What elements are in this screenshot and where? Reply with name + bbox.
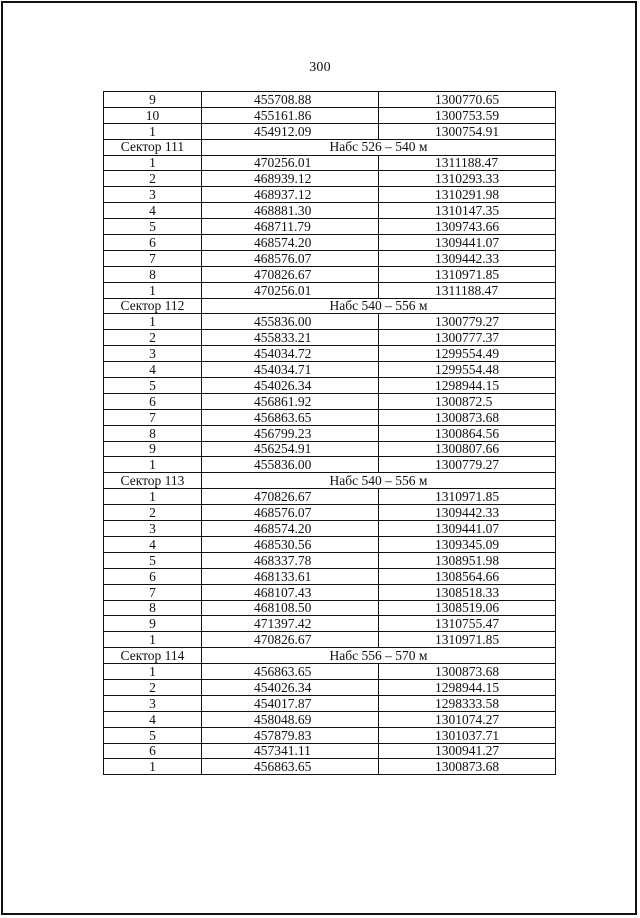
- y-coordinate: 1309442.33: [379, 250, 556, 266]
- table-row: [104, 362, 556, 378]
- y-coordinate: 1300777.37: [379, 330, 556, 346]
- x-coordinate: 468530.56: [202, 536, 379, 552]
- point-number: 8: [104, 266, 202, 282]
- x-coordinate: 455836.00: [202, 457, 379, 473]
- sector-header-row: [104, 298, 556, 314]
- point-number: 9: [104, 92, 202, 108]
- point-number: 2: [104, 171, 202, 187]
- point-number: 2: [104, 330, 202, 346]
- sector-height-range: Набс 556 – 570 м: [202, 648, 556, 664]
- y-coordinate: 1298944.15: [379, 679, 556, 695]
- x-coordinate: 470256.01: [202, 155, 379, 171]
- table-row: [104, 743, 556, 759]
- table-row: [104, 568, 556, 584]
- table-row: [104, 600, 556, 616]
- point-number: 6: [104, 568, 202, 584]
- x-coordinate: 468576.07: [202, 505, 379, 521]
- x-coordinate: 468133.61: [202, 568, 379, 584]
- table-row: [104, 123, 556, 139]
- sector-header-row: [104, 648, 556, 664]
- table-row: [104, 282, 556, 298]
- y-coordinate: 1299554.49: [379, 346, 556, 362]
- x-coordinate: 470256.01: [202, 282, 379, 298]
- point-number: 1: [104, 664, 202, 680]
- point-number: 9: [104, 616, 202, 632]
- y-coordinate: 1311188.47: [379, 282, 556, 298]
- y-coordinate: 1300873.68: [379, 409, 556, 425]
- x-coordinate: 456254.91: [202, 441, 379, 457]
- table-row: [104, 235, 556, 251]
- table-row: [104, 92, 556, 108]
- y-coordinate: 1310755.47: [379, 616, 556, 632]
- x-coordinate: 468937.12: [202, 187, 379, 203]
- x-coordinate: 468108.50: [202, 600, 379, 616]
- table-row: [104, 521, 556, 537]
- y-coordinate: 1300872.5: [379, 393, 556, 409]
- x-coordinate: 470826.67: [202, 489, 379, 505]
- y-coordinate: 1300753.59: [379, 107, 556, 123]
- point-number: 1: [104, 155, 202, 171]
- x-coordinate: 468881.30: [202, 203, 379, 219]
- table-row: [104, 107, 556, 123]
- y-coordinate: 1310971.85: [379, 489, 556, 505]
- table-row: [104, 203, 556, 219]
- sector-height-range: Набс 540 – 556 м: [202, 298, 556, 314]
- table-row: [104, 330, 556, 346]
- x-coordinate: 457879.83: [202, 727, 379, 743]
- sector-header-row: [104, 473, 556, 489]
- y-coordinate: 1308518.33: [379, 584, 556, 600]
- point-number: 4: [104, 536, 202, 552]
- table-row: [104, 155, 556, 171]
- page-number: 300: [309, 60, 331, 75]
- table-row: [104, 457, 556, 473]
- table-row: [104, 187, 556, 203]
- y-coordinate: 1309345.09: [379, 536, 556, 552]
- y-coordinate: 1310971.85: [379, 266, 556, 282]
- point-number: 3: [104, 346, 202, 362]
- coordinates-table: [103, 91, 556, 775]
- table-row: [104, 695, 556, 711]
- x-coordinate: 455836.00: [202, 314, 379, 330]
- y-coordinate: 1300754.91: [379, 123, 556, 139]
- table-row: [104, 536, 556, 552]
- point-number: 5: [104, 552, 202, 568]
- y-coordinate: 1300779.27: [379, 314, 556, 330]
- y-coordinate: 1300779.27: [379, 457, 556, 473]
- point-number: 4: [104, 362, 202, 378]
- table-row: [104, 505, 556, 521]
- x-coordinate: 470826.67: [202, 266, 379, 282]
- table-row: [104, 489, 556, 505]
- x-coordinate: 454017.87: [202, 695, 379, 711]
- table-row: [104, 759, 556, 775]
- table-row: [104, 584, 556, 600]
- y-coordinate: 1310147.35: [379, 203, 556, 219]
- y-coordinate: 1309743.66: [379, 219, 556, 235]
- point-number: 1: [104, 759, 202, 775]
- table-row: [104, 425, 556, 441]
- y-coordinate: 1299554.48: [379, 362, 556, 378]
- y-coordinate: 1309441.07: [379, 521, 556, 537]
- y-coordinate: 1311188.47: [379, 155, 556, 171]
- x-coordinate: 470826.67: [202, 632, 379, 648]
- x-coordinate: 456799.23: [202, 425, 379, 441]
- point-number: 9: [104, 441, 202, 457]
- x-coordinate: 454026.34: [202, 679, 379, 695]
- x-coordinate: 456861.92: [202, 393, 379, 409]
- sector-name: Сектор 114: [104, 648, 202, 664]
- y-coordinate: 1298333.58: [379, 695, 556, 711]
- table-row: [104, 632, 556, 648]
- table-row: [104, 346, 556, 362]
- x-coordinate: 468107.43: [202, 584, 379, 600]
- y-coordinate: 1308951.98: [379, 552, 556, 568]
- table-row: [104, 727, 556, 743]
- y-coordinate: 1300807.66: [379, 441, 556, 457]
- point-number: 7: [104, 250, 202, 266]
- sector-name: Сектор 113: [104, 473, 202, 489]
- y-coordinate: 1300873.68: [379, 664, 556, 680]
- x-coordinate: 468574.20: [202, 521, 379, 537]
- point-number: 6: [104, 743, 202, 759]
- point-number: 2: [104, 505, 202, 521]
- x-coordinate: 468711.79: [202, 219, 379, 235]
- y-coordinate: 1308519.06: [379, 600, 556, 616]
- x-coordinate: 455833.21: [202, 330, 379, 346]
- point-number: 1: [104, 314, 202, 330]
- x-coordinate: 454026.34: [202, 378, 379, 394]
- point-number: 2: [104, 679, 202, 695]
- x-coordinate: 471397.42: [202, 616, 379, 632]
- x-coordinate: 468576.07: [202, 250, 379, 266]
- x-coordinate: 468337.78: [202, 552, 379, 568]
- sector-name: Сектор 112: [104, 298, 202, 314]
- x-coordinate: 455161.86: [202, 107, 379, 123]
- table-row: [104, 393, 556, 409]
- x-coordinate: 457341.11: [202, 743, 379, 759]
- y-coordinate: 1310293.33: [379, 171, 556, 187]
- y-coordinate: 1300770.65: [379, 92, 556, 108]
- table-row: [104, 219, 556, 235]
- table-row: [104, 171, 556, 187]
- table-row: [104, 552, 556, 568]
- table-row: [104, 266, 556, 282]
- y-coordinate: 1309441.07: [379, 235, 556, 251]
- x-coordinate: 454034.71: [202, 362, 379, 378]
- point-number: 8: [104, 425, 202, 441]
- x-coordinate: 454912.09: [202, 123, 379, 139]
- table-row: [104, 250, 556, 266]
- table-row: [104, 409, 556, 425]
- point-number: 3: [104, 187, 202, 203]
- coordinates-table-body: [104, 92, 556, 775]
- y-coordinate: 1310971.85: [379, 632, 556, 648]
- sector-header-row: [104, 139, 556, 155]
- point-number: 1: [104, 489, 202, 505]
- table-row: [104, 441, 556, 457]
- point-number: 1: [104, 457, 202, 473]
- y-coordinate: 1301037.71: [379, 727, 556, 743]
- point-number: 7: [104, 409, 202, 425]
- point-number: 3: [104, 521, 202, 537]
- table-row: [104, 679, 556, 695]
- x-coordinate: 468574.20: [202, 235, 379, 251]
- point-number: 5: [104, 727, 202, 743]
- y-coordinate: 1308564.66: [379, 568, 556, 584]
- table-row: [104, 616, 556, 632]
- y-coordinate: 1300873.68: [379, 759, 556, 775]
- y-coordinate: 1300941.27: [379, 743, 556, 759]
- y-coordinate: 1301074.27: [379, 711, 556, 727]
- point-number: 7: [104, 584, 202, 600]
- point-number: 4: [104, 203, 202, 219]
- y-coordinate: 1310291.98: [379, 187, 556, 203]
- point-number: 1: [104, 632, 202, 648]
- x-coordinate: 454034.72: [202, 346, 379, 362]
- x-coordinate: 456863.65: [202, 409, 379, 425]
- sector-height-range: Набс 540 – 556 м: [202, 473, 556, 489]
- point-number: 10: [104, 107, 202, 123]
- point-number: 5: [104, 219, 202, 235]
- point-number: 1: [104, 123, 202, 139]
- sector-height-range: Набс 526 – 540 м: [202, 139, 556, 155]
- y-coordinate: 1300864.56: [379, 425, 556, 441]
- point-number: 8: [104, 600, 202, 616]
- table-row: [104, 711, 556, 727]
- table-row: [104, 378, 556, 394]
- x-coordinate: 456863.65: [202, 664, 379, 680]
- point-number: 6: [104, 393, 202, 409]
- y-coordinate: 1298944.15: [379, 378, 556, 394]
- x-coordinate: 455708.88: [202, 92, 379, 108]
- table-row: [104, 314, 556, 330]
- table-row: [104, 664, 556, 680]
- point-number: 5: [104, 378, 202, 394]
- sector-name: Сектор 111: [104, 139, 202, 155]
- x-coordinate: 468939.12: [202, 171, 379, 187]
- point-number: 4: [104, 711, 202, 727]
- x-coordinate: 458048.69: [202, 711, 379, 727]
- point-number: 1: [104, 282, 202, 298]
- point-number: 3: [104, 695, 202, 711]
- y-coordinate: 1309442.33: [379, 505, 556, 521]
- point-number: 6: [104, 235, 202, 251]
- x-coordinate: 456863.65: [202, 759, 379, 775]
